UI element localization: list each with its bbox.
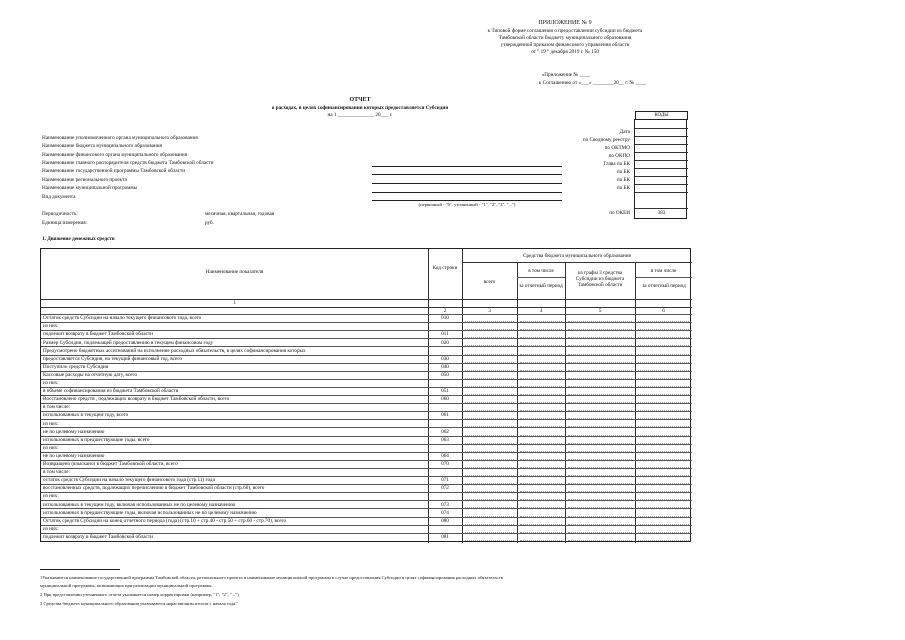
periodicity-value: месячная, квартальная, годовая <box>205 211 275 217</box>
field-regional-project: Наименование регионального проекта <box>42 177 127 183</box>
report-title: ОТЧЕТ <box>349 97 371 103</box>
appendix-title: ПРИЛОЖЕНИЕ № 9 <box>538 20 592 26</box>
code-label-okpo: по ОКПО <box>608 153 630 159</box>
value-cell[interactable] <box>520 540 562 541</box>
field-financial-body: Наименование финансового органа муниципального образования <box>42 152 188 158</box>
value-cell[interactable] <box>465 540 514 541</box>
col-header-from3: из графы 3 средства Субсидии из бюджета Тамбовской области <box>575 270 625 288</box>
row-name: из них: <box>43 380 59 386</box>
attachment-line-1: «Приложение № ____ <box>541 72 590 78</box>
code-label-bk-3: по БК <box>616 185 630 191</box>
row-code: 073 <box>441 501 449 508</box>
unit-label: Единица измерения: <box>42 220 88 226</box>
row-name: из них: <box>43 525 59 532</box>
row-name: предоставляется Субсидия, на текущий финансовый год, всего <box>43 355 182 362</box>
code-label-oktmo: по ОКТМО <box>604 145 630 151</box>
row-name: использованных в предшествующие годы, включая использованных не по целевому назначению <box>43 509 257 516</box>
row-code: 074 <box>441 509 449 516</box>
row-name: в том числе: <box>43 469 71 476</box>
row-name: Возвращено (взыскано) в бюджет Тамбовской области, всего <box>43 461 178 467</box>
field-municipal-program: Наименование муниципальной программы <box>42 185 138 191</box>
row-name: использованных в предшествующие годы, всего <box>43 436 150 443</box>
code-label-bk-1: по БК <box>616 169 630 175</box>
row-name: подлежит возврату в бюджет Тамбовской области <box>43 533 153 540</box>
row-name: Восстановлено средств , подлежащих возврату в бюджет Тамбовской области, всего <box>43 396 230 403</box>
col-header-period-2: за отчетный период <box>642 283 686 289</box>
footnote-1-cont: муниципальной программы, возникающих при реализации муниципальной программы. <box>40 583 213 588</box>
row-code: 020 <box>441 339 449 346</box>
row-code: 060 <box>441 396 449 403</box>
value-cell[interactable] <box>568 540 632 541</box>
row-code: 062 <box>441 428 449 435</box>
row-code: 051 <box>441 388 449 395</box>
field-budget-name: Наименование бюджета муниципального образования <box>42 143 162 149</box>
appendix-line-1: к Типовой форме соглашения о предоставлении субсидии из бюджета <box>487 28 643 34</box>
row-code: 061 <box>441 412 449 419</box>
appendix-line-4: от " 19 " декабря 2019 г. № 150 <box>531 49 599 55</box>
row-name: Остаток средств Субсидии на начало текущего финансового года, всего <box>43 315 202 322</box>
row-name: из них: <box>43 493 59 500</box>
appendix-line-3: утвержденной приказом финансового управления области <box>500 42 630 48</box>
row-name: Размер Субсидии, подлежащей предоставлению в текущем финансовом году <box>43 339 214 346</box>
row-name: остаток средств Субсидии на начало текущего финансового года (стр.11) года <box>43 477 215 484</box>
row-code: 080 <box>441 517 449 524</box>
report-subtitle: о расходах, в целях софинансирования которых предоставляется Субсидия <box>271 105 449 111</box>
col-num-5: 5 <box>598 308 602 314</box>
field-main-administrator: Наименование главного распорядителя средств бюджета Тамбовской области <box>42 160 214 166</box>
code-label-chapter: Глава по БК <box>603 161 630 167</box>
row-code: 064 <box>441 452 449 459</box>
value-cell[interactable] <box>638 540 689 541</box>
col-header-incl: в том числе <box>528 268 554 274</box>
row-code: 050 <box>441 371 449 378</box>
footnote-1: 1Указываются наименование государственной программы Тамбовской области, регионального проекта и наименование муниципальной программы в случае предоставления Субсидии в целях софинансирования расходных обязательств <box>40 575 503 580</box>
col-header-code: Код строки <box>432 265 458 271</box>
row-code: 030 <box>441 355 449 362</box>
col-header-total: всего <box>483 279 496 285</box>
appendix-line-2: Тамбовской области бюджету муниципального образования <box>498 35 632 41</box>
document-type-note: (первичный - "0", уточненный - "1", "2", "3", "...") <box>418 202 516 207</box>
row-code: 011 <box>441 331 449 338</box>
row-name: Предусмотрено бюджетных ассигнований на исполнение расходных обязательств, в целях софинансирования которых <box>43 347 306 354</box>
periodicity-label: Периодичность: <box>42 211 78 217</box>
row-code: 063 <box>441 436 449 443</box>
col-header-incl-2: в том числе <box>650 268 677 274</box>
row-name: Остаток средств Субсидии на конец отчетного периода (года) (стр.10 + стр.40 - стр.50 + стр.60 - стр.70), всего <box>43 517 287 524</box>
col-header-period: за отчетный период <box>519 283 563 289</box>
footnote-2: 2 При представлении уточненного отчета указывается номер корректировки (например, "1", "2", "...") <box>40 592 239 597</box>
col-num-2: 2 <box>443 308 447 314</box>
row-name: не по целевому назначению <box>43 428 105 435</box>
row-name: в объеме софинансирования из бюджета Тамбовской области <box>43 388 179 395</box>
row-name: из них: <box>43 420 59 427</box>
row-code: 072 <box>441 485 449 492</box>
unit-value: руб. <box>205 220 214 226</box>
movement-table <box>40 248 691 542</box>
col-num-1: 1 <box>233 300 236 306</box>
row-code: 071 <box>441 477 449 484</box>
row-code: 010 <box>441 315 449 322</box>
row-code: 081 <box>441 533 449 540</box>
field-document-type: Вид документа <box>42 194 76 200</box>
row-name: использованных в текущем году, всего <box>43 412 129 419</box>
attachment-line-2: к Соглашению от «___» ________20__ г. № ____ <box>538 80 646 86</box>
code-label-date: Дата <box>619 129 630 135</box>
field-state-program: Наименование государственной программы Тамбовской области <box>42 168 186 174</box>
row-name: из них: <box>43 323 59 330</box>
col-num-6: 6 <box>662 308 665 314</box>
col-header-group: Средства бюджета муниципального образования <box>523 253 631 259</box>
codes-box <box>634 113 687 219</box>
footnote-3: 3 Средства бюджета муниципального образования указываются нарастающим итогом с начала года." <box>40 601 239 606</box>
col-header-name: Наименование показателя <box>205 269 264 275</box>
row-name: Кассовые расходы на отчетную дату, всего <box>43 371 138 378</box>
section-title: 1. Движение денежных средств <box>42 236 115 242</box>
row-name: подлежит возврату в бюджет Тамбовской области <box>43 331 153 338</box>
col-num-4: 4 <box>539 308 543 314</box>
row-name: Поступило средств Субсидии <box>43 363 109 370</box>
row-code: 040 <box>441 363 449 370</box>
row-name: восстановленных средств, подлежащих перечислению в бюджет Тамбовской области (стр.60), всего <box>43 485 265 492</box>
col-num-3: 3 <box>488 308 491 314</box>
code-label-registry: по Сводному реестру <box>582 137 630 143</box>
row-name: в том числе: <box>43 404 71 411</box>
okei-value: 383 <box>657 210 666 216</box>
row-name: из них: <box>43 444 59 451</box>
row-name: использованных в текущем году, включая использованных не по целевому назначению <box>43 501 236 508</box>
code-label-bk-2: по БК <box>616 177 630 183</box>
row-code: 070 <box>441 461 449 467</box>
codes-header: КОДЫ <box>635 111 688 120</box>
code-label-okei: по ОКЕИ <box>609 210 630 216</box>
row-name: не по целевому назначению <box>43 452 105 459</box>
field-authorized-body: Наименование уполномоченного органа муниципального образования <box>42 135 198 141</box>
report-date-line: на 1 ______________ 20___ г. <box>327 112 393 118</box>
